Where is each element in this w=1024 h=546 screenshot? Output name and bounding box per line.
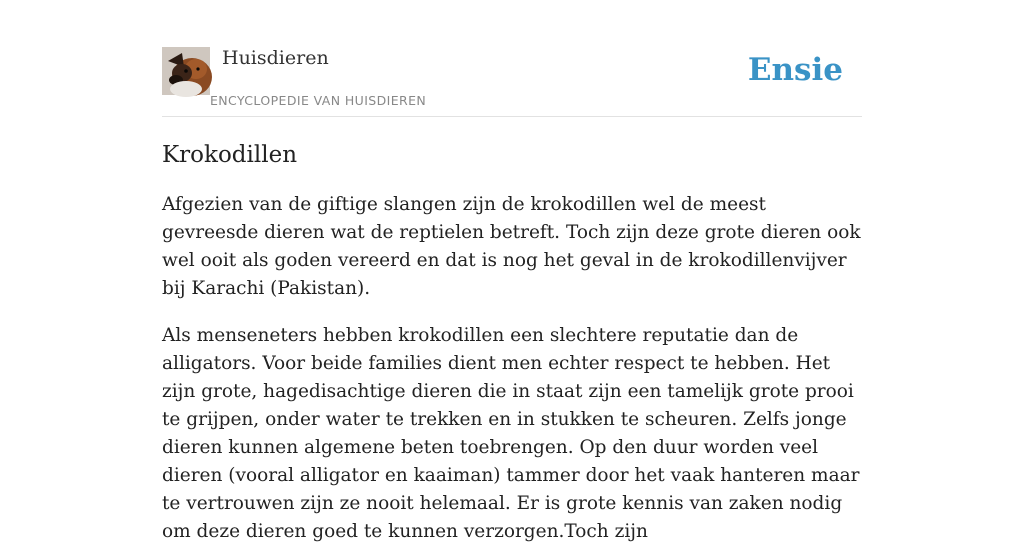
article-title: Krokodillen (162, 142, 298, 168)
site-title-link[interactable]: Huisdieren (222, 47, 329, 69)
site-subtitle: ENCYCLOPEDIE VAN HUISDIEREN (210, 93, 427, 108)
site-header (162, 44, 862, 117)
dog-photo-image (162, 47, 210, 95)
dog-avatar-icon[interactable] (162, 47, 210, 95)
article-paragraph: Als menseneters hebben krokodillen een slechtere reputatie dan de alligators. Voor beide families dient men echter respect te hebben. Het zijn grote, hagedisachtige dieren die in staat zijn een tamelijk grote prooi te grijpen, onder water te trekken en in stukken te scheuren. Zelfs jonge dieren kunnen algemene beten toebrengen. Op den duur worden veel dieren (vooral alligator en kaaiman) tammer door het vaak hanteren maar te vertrouwen zijn ze nooit helemaal. Er is grote kennis van zaken nodig om deze dieren goed te kunnen verzorgen.Toch zijn (162, 325, 860, 542)
article-paragraph: Afgezien van de giftige slangen zijn de krokodillen wel de meest gevreesde dieren wat de reptielen betreft. Toch zijn deze grote dieren ook wel ooit als goden vereerd en dat is nog het geval in de krokodillenvijver bij Karachi (Pakistan). (162, 194, 861, 299)
ensie-logo-link[interactable]: Ensie (747, 52, 843, 88)
article (162, 140, 866, 546)
